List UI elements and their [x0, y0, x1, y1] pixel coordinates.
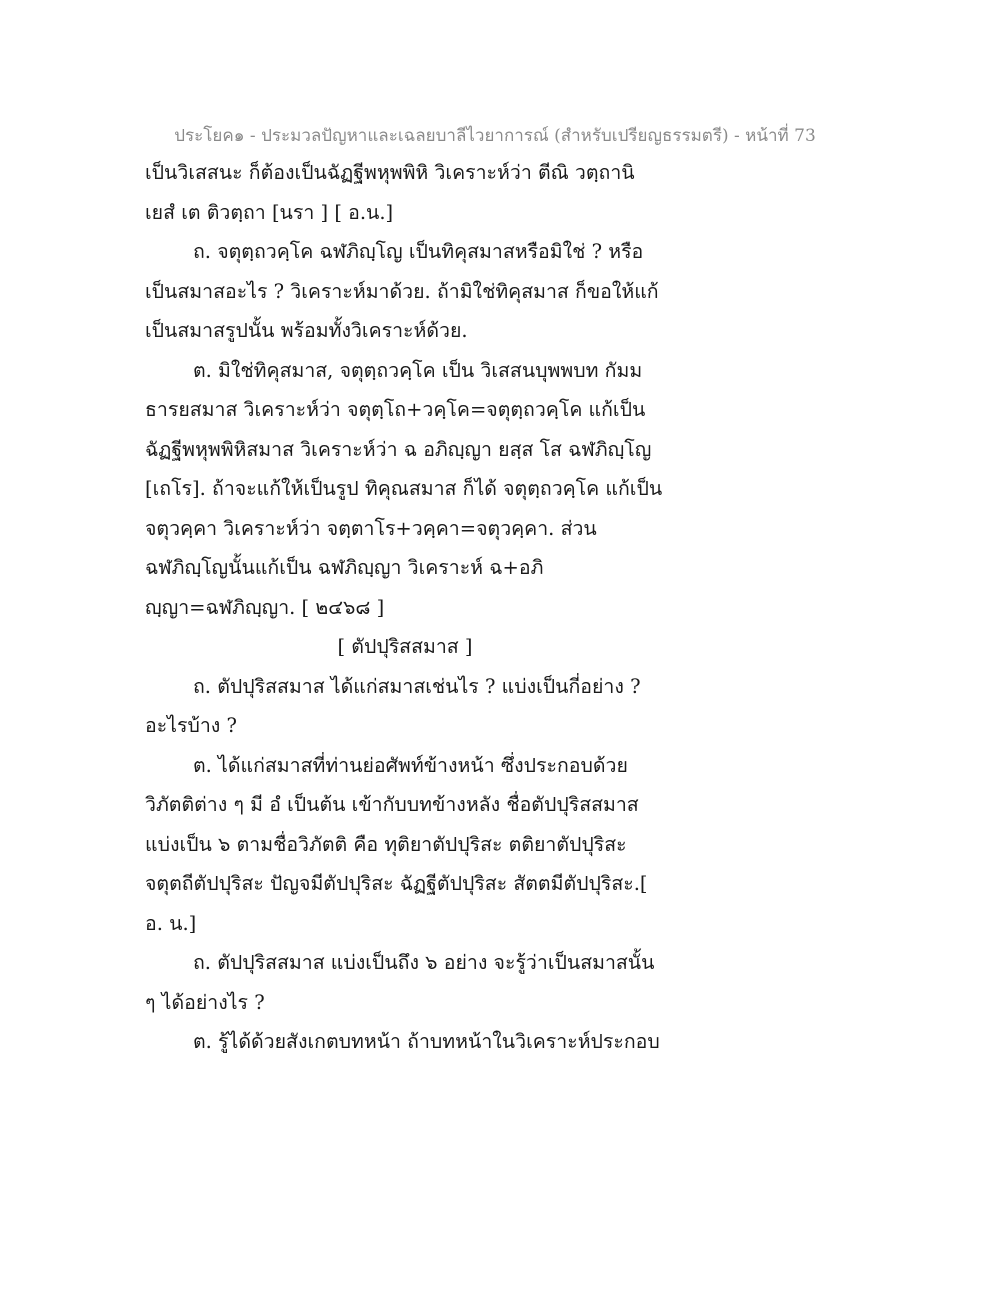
- paragraph-answer-2: ต. ได้แก่สมาสที่ท่านย่อศัพท์ข้างหน้า ซึ่งประกอบด้วยวิภัตติต่าง ๆ มี อํ เป็นต้น เข้ากับบทข้างหลัง ชื่อตัปปุริสสมาส แบ่งเป็น ๖ ตามชื่อวิภัตติ คือ ทุติยาตัปปุริสะ ตติยาตัปปุริสะ จตุตถีตัปปุริสะ ปัญจมีตัปปุริสะ ฉัฏฐีตัปปุริสะ สัตตมีตัปปุริสะ.[ อ. น.]: [145, 753, 648, 935]
- paragraph-continuation: เป็นวิเสสนะ ก็ต้องเป็นฉัฏฐีพหุพพิหิ วิเคราะห์ว่า ตีณิ วตฺถานิ เยสํ เต ติวตฺถา [นรา ] [ อ.น.]: [145, 161, 635, 224]
- paragraph-answer-3: ต. รู้ได้ด้วยสังเกตบทหน้า ถ้าบทหน้าในวิเคราะห์ประกอบ: [193, 1030, 660, 1053]
- paragraph-question-1: ถ. จตุตฺถวคฺโค ฉฬภิญฺโญ เป็นทิคุสมาสหรือมิใช่ ? หรือเป็นสมาสอะไร ? วิเคราะห์มาด้วย. ถ้ามิใช่ทิคุสมาส ก็ขอให้แก้เป็นสมาสรูปนั้น พร้อมทั้งวิเคราะห์ด้วย.: [145, 240, 659, 342]
- section-heading: [ ตัปปุริสสมาส ]: [337, 635, 473, 658]
- page-body: [145, 153, 665, 1062]
- running-header: ประโยค๑ - ประมวลปัญหาและเฉลยบาลีไวยาการณ์ (สำหรับเปรียญธรรมตรี) - หน้าที่ 73: [174, 126, 816, 146]
- paragraph-question-3: ถ. ตัปปุริสสมาส แบ่งเป็นถึง ๖ อย่าง จะรู้ว่าเป็นสมาสนั้น ๆ ได้อย่างไร ?: [145, 951, 655, 1014]
- paragraph-answer-1: ต. มิใช่ทิคุสมาส, จตุตฺถวคฺโค เป็น วิเสสนบุพพบท กัมมธารยสมาส วิเคราะห์ว่า จตุตฺโถ+วคฺโค=จตุตฺถวคฺโค แก้เป็นฉัฏฐีพหุพพิหิสมาส วิเคราะห์ว่า ฉ อภิญฺญา ยสฺส โส ฉฬภิญฺโญ [เถโร]. ถ้าจะแก้ให้เป็นรูป ทิคุณสมาส ก็ได้ จตุตฺถวคฺโค แก้เป็นจตุวคฺคา วิเคราะห์ว่า จตฺตาโร+วคฺคา=จตุวคฺคา. ส่วน ฉฬภิญฺโญนั้นแก้เป็น ฉฬภิญฺญา วิเคราะห์ ฉ+อภิญฺญา=ฉฬภิญฺญา. [ ๒๔๖๘ ]: [145, 358, 663, 619]
- paragraph-question-2: ถ. ตัปปุริสสมาส ได้แก่สมาสเช่นไร ? แบ่งเป็นกี่อย่าง ? อะไรบ้าง ?: [145, 674, 641, 737]
